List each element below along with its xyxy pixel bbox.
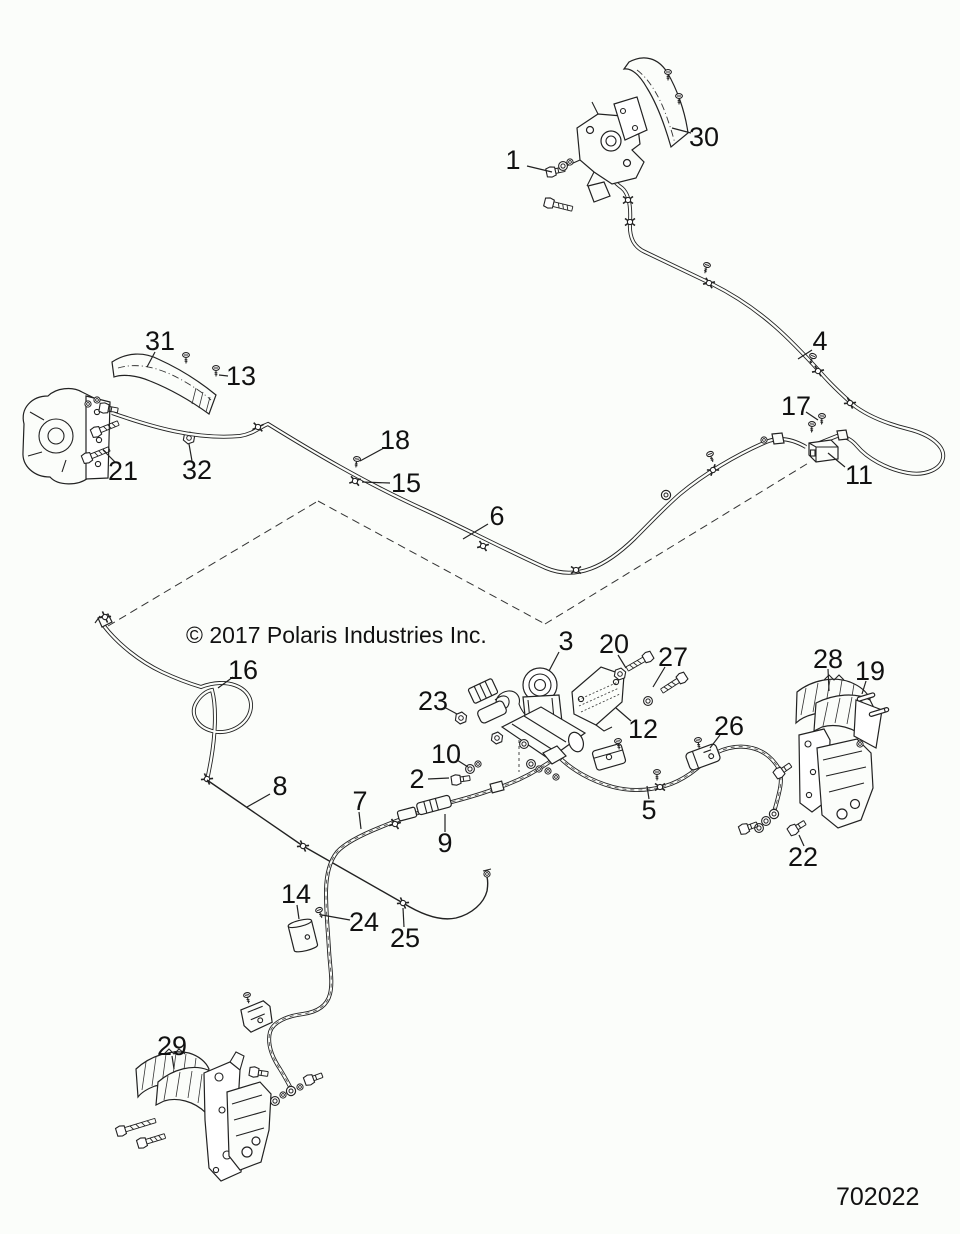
callout-7: 7 [352,786,368,816]
callout-9: 9 [437,828,453,858]
callout-14: 14 [280,879,312,909]
bolt-2 [451,773,471,786]
brake-line-4 [608,152,943,474]
drawing-number: 702022 [836,1183,920,1211]
clamp-14 [287,918,318,954]
callout-30: 30 [688,122,720,152]
callout-31: 31 [144,326,176,356]
bracket-26 [685,743,721,771]
callout-24: 24 [348,907,380,937]
callout-1: 1 [505,145,521,175]
callouts [103,122,885,1069]
bolt-20 [625,650,655,673]
callout-5: 5 [641,795,657,825]
callout-27: 27 [657,642,689,672]
callout-20: 20 [598,629,630,659]
callout-21: 21 [107,456,139,486]
callout-17: 17 [780,391,812,421]
bottom-caliper-assembly [115,1049,324,1181]
front-caliper [23,389,120,484]
callout-2: 2 [409,764,425,794]
callout-29: 29 [156,1031,188,1061]
detail-pointer-lines [108,462,810,626]
copyright-text: © 2017 Polaris Industries Inc. [186,622,487,648]
callout-4: 4 [812,326,828,356]
callout-32: 32 [181,455,213,485]
callout-26: 26 [713,711,745,741]
rear-caliper-assembly [786,675,889,837]
callout-12: 12 [627,714,659,744]
callout-leader-2 [428,778,449,779]
callout-19: 19 [854,656,886,686]
banjo-bolt-22 [786,818,807,837]
wire-connector [468,678,498,703]
callout-15: 15 [390,468,422,498]
heat-shield-30 [614,58,688,147]
callout-23: 23 [417,686,449,716]
brake-hose-5 [559,737,793,835]
callout-13: 13 [225,361,257,391]
callout-22: 22 [787,842,819,872]
callout-18: 18 [379,425,411,455]
callout-11: 11 [844,460,874,490]
callout-28: 28 [812,644,844,674]
callout-16: 16 [227,655,259,685]
callout-3: 3 [558,626,574,656]
callout-25: 25 [389,923,421,953]
callout-6: 6 [489,501,505,531]
callout-leader-8 [247,794,270,807]
hose-bracket [592,743,626,770]
bolt-1 [543,159,573,214]
bolt-27 [659,671,689,695]
callout-8: 8 [272,771,288,801]
callout-10: 10 [430,739,462,769]
screw-24 [315,907,325,920]
brake-line-6 [112,413,806,574]
